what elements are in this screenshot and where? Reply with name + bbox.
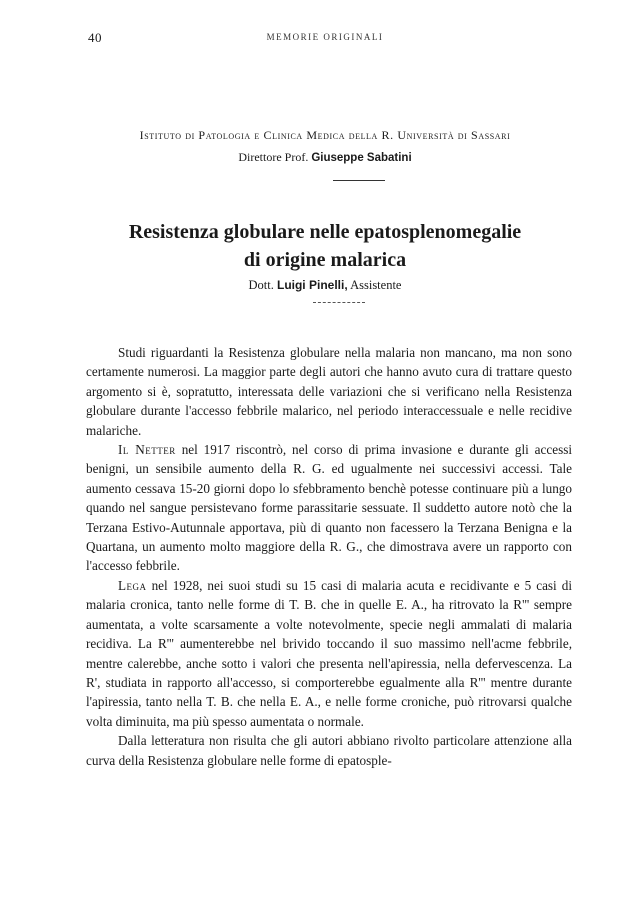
page-number: 40 [88, 30, 102, 45]
divider-rule [333, 180, 385, 181]
divider-dotted-rule [313, 302, 365, 303]
author-role: Assistente [350, 278, 402, 292]
author-prefix: Dott. [248, 278, 274, 292]
article-title [88, 218, 562, 274]
author-line [88, 278, 562, 293]
author-name: Luigi Pinelli, [276, 278, 348, 292]
running-head [88, 30, 562, 46]
cited-author-lega: Lega [118, 577, 147, 593]
paragraph-4: Dalla letteratura non risulta che gli autori abbiano rivolto particolare attenzione alla curva della Resistenza globulare nelle forme di epatosple- [86, 733, 572, 768]
paragraph-2-text: nel 1917 riscontrò, nel corso di prima invasione e durante gli accessi benigni, un sensibile aumento della R. G. ed ugualmente nei successivi accessi. Tale aumento cessava 15-20 giorni dopo lo sfebbramento benchè potesse continuare più a lungo quando nel sangue persistevano forme parassitarie sessuate. Il suddetto autore notò che la Terzana Estivo-Autunnale apportava, più di quanto non facessero la Terzana Benigna e la Quartana, un aumento molto maggiore della R. G., che dimostrava avere un rapporto con l'accesso febbrile. [86, 442, 572, 574]
title-line-1: Resistenza globulare nelle epatosplenomegalie [128, 221, 522, 243]
paragraph-1: Studi riguardanti la Resistenza globulare nella malaria non mancano, ma non sono certamente numerosi. La maggior parte degli autori che hanno avuto cura di trattare questo argomento si è, sopratutto, interessata delle variazioni che si verificano nella Resistenza globulare durante l'accesso febbrile malarico, nel periodo interaccessuale e nelle recidive malariche. [86, 345, 572, 438]
paragraph-3 [86, 576, 572, 731]
director-name: Giuseppe Sabatini [311, 152, 412, 164]
paragraph-3-text: nel 1928, nei suoi studi su 15 casi di malaria acuta e recidivante e 5 casi di malaria cronica, tanto nelle forme di T. B. che in quelle E. A., ha ritrovato la R''' sempre aumentata, a volte scarsamente a volte notevolmente, specie negli ammalati di malaria recidiva. La R''' aumenterebbe nel brivido toccando il suo massimo nell'acme febbrile, mentre calerebbe, anche sotto i valori che presenta nell'apiressia, nella defervescenza. La R', studiata in rapporto all'accesso, si comporterebbe egualmente alla R''' mentre durante l'apiressia, tanto nella T. B. che nella E. A., e nelle forme croniche, può ritrovarsi qualche volta diminuita, ma più spesso aumentata o normale. [86, 577, 572, 729]
director-prefix: Direttore Prof. [238, 150, 309, 164]
paragraph-2 [86, 440, 572, 576]
article-body [86, 343, 572, 770]
institute-heading: Istituto di Patologia e Clinica Medica della R. Università di Sassari [139, 128, 511, 142]
cited-author-netter: Il Netter [118, 442, 176, 458]
running-title: MEMORIE ORIGINALI [266, 32, 384, 42]
director-line [88, 150, 562, 165]
title-line-2: di origine malarica [243, 249, 407, 271]
